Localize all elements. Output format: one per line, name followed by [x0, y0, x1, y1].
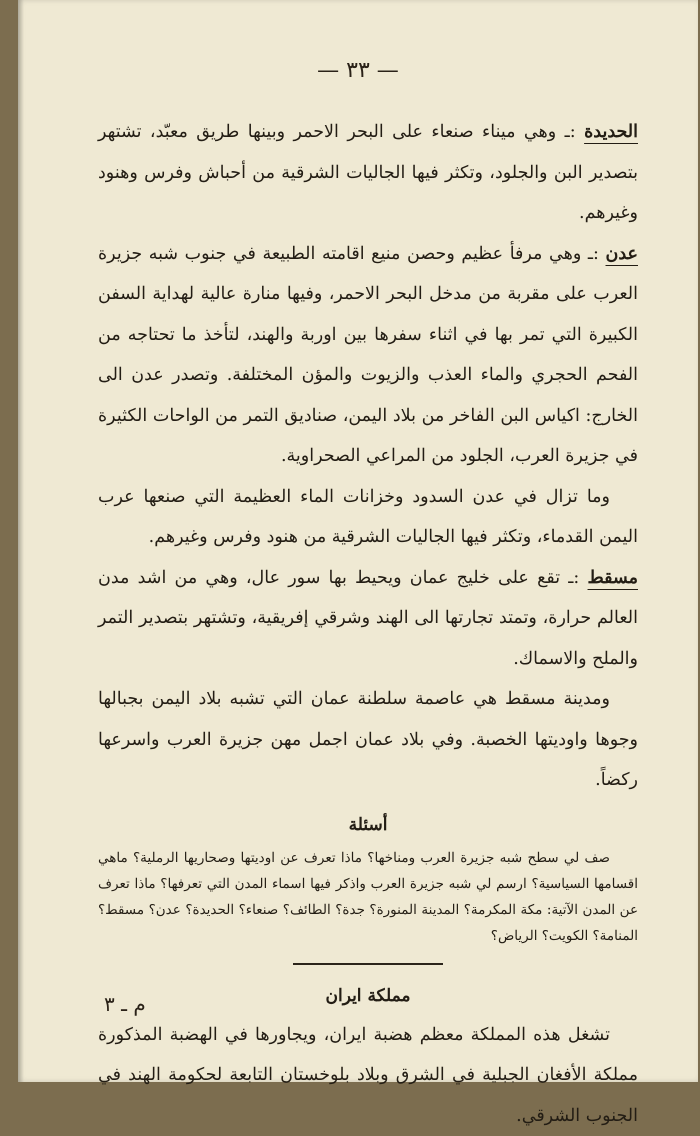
- paragraph-hudaydah: [98, 112, 638, 234]
- hudaydah-text: :ـ وهي ميناء صنعاء على البحر الاحمر وبينها طريق معبّد، تشتهر بتصدير البن والجلود، وتكثر فيها الجاليات الشرقية من أحباش وفرس وهنود وغيرهم.: [98, 122, 638, 223]
- term-muscat: مسقط: [588, 568, 638, 588]
- aden-text: :ـ وهي مرفأ عظيم وحصن منيع اقامته الطبيعة في جنوب شبه جزيرة العرب على مقربة من مدخل البحر الاحمر، وفيها منارة عالية لهداية السفن الكبيرة التي تمر بها في اثناء سفرها بين اوربة والهند، لتأخذ ما تحتاجه من الفحم الحجري والماء العذب والزيوت والمؤن المختلفة. وتصدر عدن الى الخارج: اكياس البن الفاخر من بلاد اليمن، صناديق التمر من الواحات الكثيرة في جزيرة العرب، الجلود من المراعي الصحراوية.: [98, 244, 638, 467]
- page-number: — ٣٣ —: [18, 58, 698, 83]
- term-aden: عدن: [606, 244, 638, 264]
- section-divider: [293, 963, 443, 965]
- iran-section-text: تشغل هذه المملكة معظم هضبة ايران، ويجاورها في الهضبة المذكورة مملكة الأفغان الجبلية في الشرق وبلاد بلوخستان التابعة لحكومة الهند في الجنوب الشرقي.: [98, 1015, 638, 1136]
- muscat-text: :ـ تقع على خليج عمان ويحيط بها سور عال، وهي من اشد مدن العالم حرارة، وتمتد تجارتها الى الهند وشرقي إفريقية، وتشتهر بتصدير التمر والملح والاسماك.: [98, 568, 638, 669]
- term-hudaydah: الحديدة: [584, 122, 638, 142]
- paragraph-muscat-more: ومدينة مسقط هي عاصمة سلطنة عمان التي تشبه بلاد اليمن بجبالها وجوها واوديتها الخصبة. وفي بلاد عمان اجمل مهن جزيرة العرب واسرعها ركضاً.: [98, 679, 638, 801]
- iran-section-title: مملكة ايران: [98, 977, 638, 1015]
- questions-text: صف لي سطح شبه جزيرة العرب ومناخها؟ ماذا تعرف عن اوديتها وصحاريها الرملية؟ ماهي اقسامها السياسية؟ ارسم لي شبه جزيرة العرب واذكر فيها اسماء المدن التي تعرفها؟ ماذا تعرف عن المدن الآتية: مكة المكرمة؟ المدينة المنورة؟ جدة؟ الطائف؟ صنعاء؟ الحديدة؟ عدن؟ مسقط؟ المنامة؟ الكويت؟ الرياض؟: [98, 845, 638, 949]
- signature-mark: م ـ ٣: [104, 992, 146, 1016]
- questions-heading: أسئلة: [98, 807, 638, 843]
- page-fold-shadow: [18, 0, 24, 1082]
- page-body: [98, 112, 638, 1136]
- paragraph-muscat: [98, 558, 638, 680]
- paragraph-aden: [98, 234, 638, 477]
- book-page: [18, 0, 698, 1082]
- paragraph-aden-more: وما تزال في عدن السدود وخزانات الماء العظيمة التي صنعها عرب اليمن القدماء، وتكثر فيها الجاليات الشرقية من هنود وفرس وغيرهم.: [98, 477, 638, 558]
